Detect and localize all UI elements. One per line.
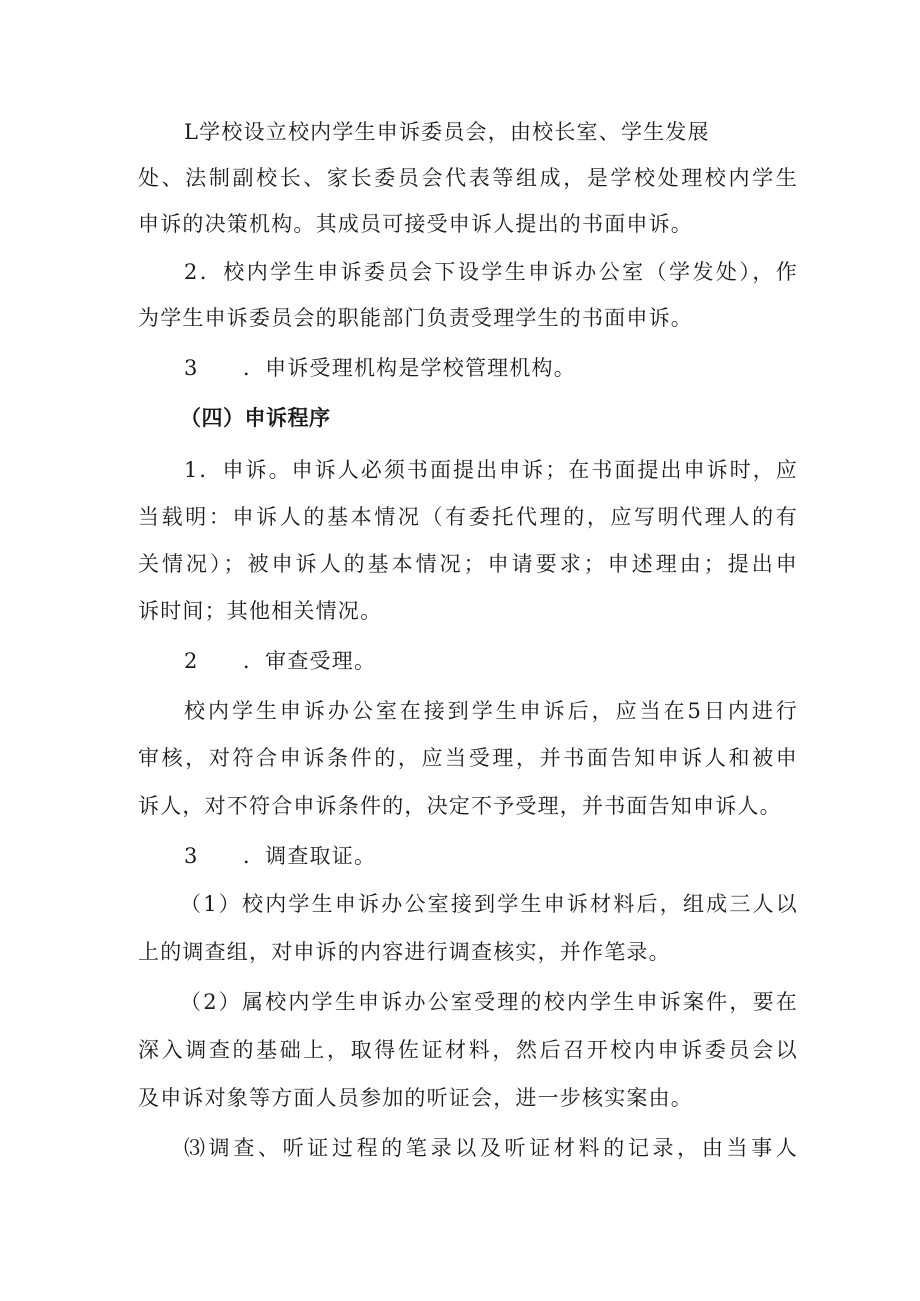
paragraph-4-line-1: 1．申诉。申诉人必须书面提出申诉；在书面提出申诉时，应: [184, 458, 798, 482]
paragraph-9-line-1: （2）属校内学生申诉办公室受理的校内学生申诉案件，要在: [180, 990, 798, 1014]
paragraph-8-line-2: 上的调查组，对申诉的内容进行调查核实，并作笔录。: [138, 940, 671, 964]
paragraph-9-line-2: 深入调查的基础上，取得佐证材料，然后召开校内申诉委员会以: [138, 1038, 798, 1062]
paragraph-4-line-2: 当载明：申诉人的基本情况（有委托代理的，应写明代理人的有: [138, 505, 798, 529]
paragraph-1-line-2: 处、法制副校长、家长委员会代表等组成，是学校处理校内学生: [138, 166, 798, 190]
paragraph-5: 2 ．审查受理。: [184, 649, 377, 673]
paragraph-1-line-3: 申诉的决策机构。其成员可接受申诉人提出的书面申诉。: [138, 212, 693, 236]
paragraph-8-line-1: （1）校内学生申诉办公室接到学生申诉材料后，组成三人以: [180, 892, 798, 916]
section-heading: （四）申诉程序: [180, 406, 331, 430]
paragraph-4-line-3: 关情况）；被申诉人的基本情况；申请要求；申述理由；提出申: [138, 552, 798, 576]
paragraph-10-line-1: ⑶调查、听证过程的笔录以及听证材料的记录，由当事人: [184, 1136, 798, 1160]
paragraph-6-line-3: 诉人，对不符合申诉条件的，决定不予受理，并书面告知申诉人。: [138, 794, 782, 818]
paragraph-2-line-2: 为学生申诉委员会的职能部门负责受理学生的书面申诉。: [138, 306, 693, 330]
paragraph-3: 3 ．申诉受理机构是学校管理机构。: [184, 356, 576, 380]
paragraph-7: 3 ．调查取证。: [184, 844, 377, 868]
paragraph-6-line-2: 审核，对符合申诉条件的，应当受理，并书面告知申诉人和被申: [138, 746, 798, 770]
paragraph-1-line-1: L学校设立校内学生申诉委员会，由校长室、学生发展: [184, 120, 710, 144]
paragraph-9-line-3: 及申诉对象等方面人员参加的听证会，进一步核实案由。: [138, 1086, 693, 1110]
paragraph-6-line-1: 校内学生申诉办公室在接到学生申诉后，应当在5日内进行: [184, 699, 798, 723]
paragraph-2-line-1: 2．校内学生申诉委员会下设学生申诉办公室（学发处），作: [184, 260, 798, 284]
paragraph-4-line-4: 诉时间；其他相关情况。: [138, 599, 383, 623]
